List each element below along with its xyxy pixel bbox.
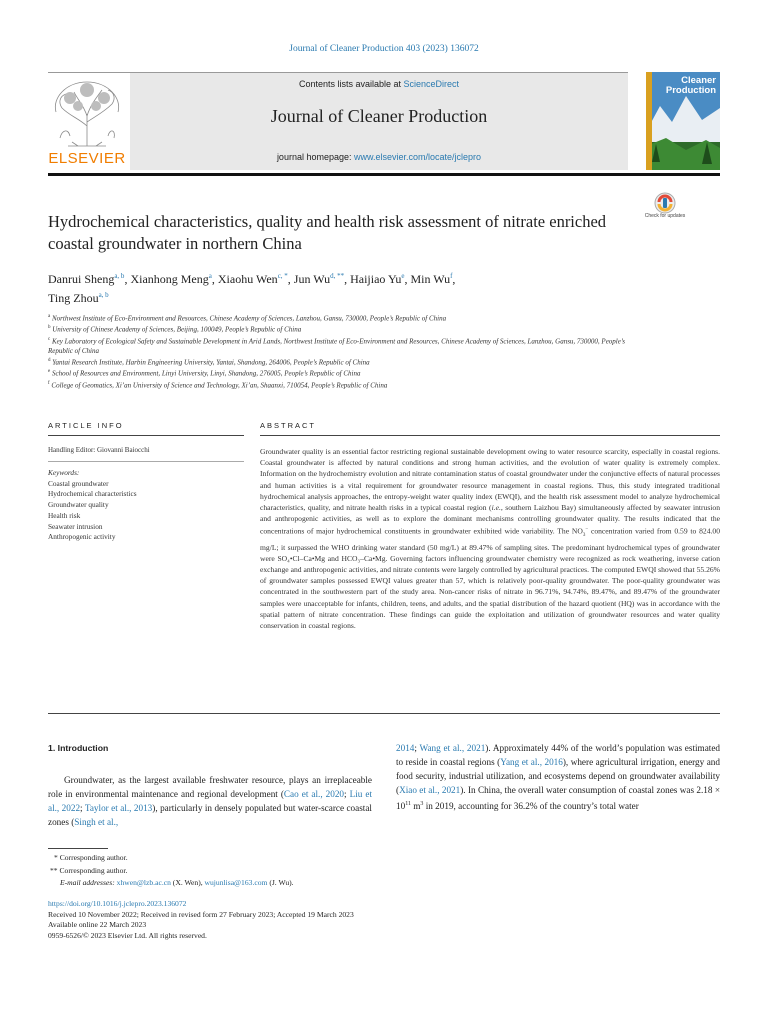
homepage-prefix: journal homepage:: [276, 152, 354, 162]
author-name[interactable]: Min Wu: [410, 272, 451, 286]
affiliation-list: [48, 312, 648, 390]
available-online: Available online 22 March 2023: [48, 920, 147, 930]
intro-paragraph: [48, 774, 372, 830]
copyright-notice: 0959-6526/© 2023 Elsevier Ltd. All rights reserved.: [48, 930, 207, 940]
keywords-label: Keywords:: [48, 468, 80, 477]
author-affiliation-marker[interactable]: e: [401, 272, 405, 280]
check-for-updates-label: Check for updates: [644, 213, 686, 219]
affiliation-text: Yantai Research Institute, Harbin Engineering University, Yantai, Shandong, 264006, People’s Republic of China: [52, 358, 370, 367]
introduction-heading: 1. Introduction: [48, 743, 109, 753]
author-affiliation-marker[interactable]: a: [208, 272, 212, 280]
affiliation-item: [48, 312, 648, 323]
article-info-heading: ARTICLE INFO: [48, 421, 124, 430]
header-bottom-rule: [48, 173, 720, 176]
contents-prefix: Contents lists available at: [298, 79, 404, 89]
ref-taylor-2013[interactable]: Taylor et al., 2013: [84, 802, 153, 813]
journal-homepage-line: [130, 152, 628, 162]
footnote-emails: [48, 877, 448, 890]
ref-separator: ;: [80, 802, 85, 813]
header-top-rule: [48, 72, 628, 73]
affiliation-marker: c: [48, 336, 51, 342]
author-affiliation-marker[interactable]: a, b: [98, 291, 109, 299]
author-name[interactable]: Danrui Sheng: [48, 272, 115, 286]
journal-cover-image[interactable]: [646, 72, 720, 170]
handling-editor-rule: [48, 461, 244, 462]
intro-right-column: [396, 742, 720, 814]
affiliation-text: Northwest Institute of Eco-Environment and Resources, Chinese Academy of Sciences, Lanzhou, Gansu, 730000, People’s Republic of China: [51, 314, 447, 323]
footnote-corresponding-1: * Corresponding author.: [54, 853, 128, 862]
email-owner: (J. Wu).: [267, 878, 294, 888]
author-affiliation-marker[interactable]: c, *: [277, 272, 288, 280]
author-affiliation-marker[interactable]: a, b: [114, 272, 125, 280]
author-affiliation-marker[interactable]: f: [450, 272, 453, 280]
elsevier-wordmark: ELSEVIER: [48, 150, 126, 167]
intro-text: ), where agricultural irrigation, energy and food security, industrial utilization, and ecosystems depend on groundwater availability (: [396, 756, 720, 795]
cover-title: [650, 76, 716, 96]
author-separator: ,: [211, 272, 218, 286]
affiliation-item: [48, 367, 648, 378]
author-name[interactable]: Xiaohu Wen: [217, 272, 278, 286]
ref-cao-2020[interactable]: Cao et al., 2020: [283, 788, 345, 799]
affiliation-item: [48, 379, 648, 390]
abstract-part3: concentration varied from 0.59 to 824.00 mg/L; it surpassed the WHO drinking water standard (50 mg/L) at 89.47% of sampling sites. The predominant hydrochemical types of groundwater were SO₄•Cl–Ca•Mg and HCO₃–Ca•Mg. Governing factors influencing groundwater chemistry were recognized as rock weathering, inverse cation exchange and anthropogenic activities, and nitrate contents were largely controlled by agricultural practices. The computed EWQI showed that 55.26% of groundwater samples possessed EWQI values greater than 57, which is relatively poor-quality groundwater. The poor-quality groundwater was concentrated in the southwestern part of the study area. Non-cancer risks of nitrate in 96.71%, 94.74%, 89.47%, and 89.47% of the groundwater samples were unacceptable for infants, children, teens, and adults, and the spatial distribution of the hazard quotient (HQ) was in accordance with the spatial pattern of nitrate concentration. These findings can guide the exploitation and utilization of groundwater resources and water quality conservation in coastal regions.: [260, 526, 721, 631]
author-name[interactable]: Haijiao Yu: [350, 272, 402, 286]
author-separator: ,: [452, 272, 456, 286]
ref-singh-2014[interactable]: 2014: [396, 743, 415, 753]
journal-citation-link[interactable]: Journal of Cleaner Production 403 (2023) 136072: [289, 44, 479, 54]
abstract-part1: Groundwater quality is an essential factor restricting regional sustainable development owing to water resource scarcity, especially in coastal regions. Coastal groundwater is affected by natural conditions and strong human activities, and the evolution of water quality is extremely complex. Information on the hydrochemistry evolution and nitrate contamination status of coastal groundwater under the conjunctive effects of natural processes and human activities is a vital requirement for groundwater resource management in coastal regions. Thus, this study integrated traditional hydrochemical analysis approaches, the entropy-weight water quality index (EWQI), and the health risk assessment model to analyze hydrochemical characteristics, quality, and nitrate health risks in a typical coastal region (: [260, 447, 720, 513]
affiliation-marker: f: [48, 380, 50, 386]
ref-xiao-2021[interactable]: Xiao et al., 2021: [399, 784, 461, 795]
keyword-item: Groundwater quality: [48, 500, 109, 510]
keyword-item: Seawater intrusion: [48, 521, 103, 531]
footnotes: [48, 852, 448, 890]
ref-liu-2022[interactable]: Liu et al., 2022: [48, 788, 372, 813]
exponent-3: 3: [420, 800, 424, 807]
ref-wang-2021[interactable]: Wang et al., 2021: [419, 743, 486, 753]
footnote-corresponding-2: ** Corresponding author.: [50, 865, 128, 875]
ref-separator: ;: [344, 788, 350, 799]
intro-left-column: [48, 742, 372, 830]
affiliation-marker: d: [48, 357, 51, 363]
affiliation-marker: b: [48, 325, 51, 331]
affiliation-text: University of Chinese Academy of Sciences, Beijing, 100049, People’s Republic of China: [52, 325, 302, 334]
ref-singh[interactable]: Singh et al.,: [74, 816, 119, 827]
cover-title-line1: Cleaner: [681, 75, 716, 86]
intro-paragraph-continued: [396, 742, 720, 814]
author-separator: ,: [287, 272, 294, 286]
author-separator: ,: [344, 272, 351, 286]
keyword-item: Anthropogenic activity: [48, 532, 116, 542]
affiliation-text: School of Resources and Environment, Linyi University, Linyi, Shandong, 276005, People’s Republic of China: [51, 369, 361, 378]
article-history: [48, 899, 548, 941]
affiliation-text: Key Laboratory of Ecological Safety and Sustainable Development in Arid Lands, Northwest Institute of Eco-Environment and Resources, Chinese Academy of Sciences, Lanzhou, Gansu, 730000, People’s Republic of China: [48, 336, 625, 355]
no3-subscript: 3: [582, 533, 586, 539]
email-link-wu[interactable]: wujunlisa@163.com: [204, 878, 268, 888]
sciencedirect-link[interactable]: ScienceDirect: [403, 79, 460, 89]
email-label: E-mail addresses:: [60, 878, 117, 888]
contents-available-line: [130, 79, 628, 89]
journal-title: Journal of Cleaner Production: [270, 106, 488, 126]
doi-link[interactable]: https://doi.org/10.1016/j.jclepro.2023.136072: [48, 899, 187, 908]
email-owner: (X. Wen),: [170, 878, 205, 888]
author-name[interactable]: Xianhong Meng: [130, 272, 209, 286]
intro-text: m: [410, 800, 421, 811]
affiliation-text: College of Geomatics, Xi’an University of Science and Technology, Xi’an, Shaanxi, 710054, People’s Republic of China: [51, 380, 388, 389]
intro-text: ), particularly in densely populated but water-scarce coastal zones (: [48, 802, 372, 827]
affiliation-item: [48, 323, 648, 334]
author-name[interactable]: Jun Wu: [293, 272, 331, 286]
author-separator: ,: [404, 272, 411, 286]
ref-separator: ;: [414, 743, 420, 753]
no3-superscript: −: [585, 527, 589, 533]
intro-text: Groundwater, as the largest available freshwater resource, plays an irreplaceable role in environmental maintenance and regional development (: [48, 774, 372, 799]
intro-text: ). In China, the overall water consumption of coastal zones was 2.18 × 10: [396, 784, 721, 811]
author-affiliation-marker[interactable]: d, **: [330, 272, 345, 280]
intro-text: in 2019, accounting for 36.2% of the country’s total water: [423, 800, 639, 811]
article-title: Hydrochemical characteristics, quality and health risk assessment of nitrate enriched coastal groundwater in northern China: [48, 212, 607, 253]
author-name[interactable]: Ting Zhou: [48, 291, 99, 305]
author-list: [48, 268, 648, 306]
author-separator: ,: [124, 272, 131, 286]
journal-homepage-link[interactable]: www.elsevier.com/locate/jclepro: [354, 152, 482, 162]
keywords-block: [48, 468, 244, 543]
abstract-heading: ABSTRACT: [260, 421, 317, 430]
article-info-rule: [48, 435, 244, 436]
exponent-11: 11: [405, 800, 411, 807]
footnote-rule: [48, 848, 108, 849]
abstract-part2: , southern Laizhou Bay) simultaneously affected by seawater intrusion and anthropogenic activities, as well as to explore the dominant mechanisms controlling groundwater quality. The results indicated that the concentrations of major hydrochemical constituents in groundwater exhibited wide variability. The NO: [260, 503, 720, 536]
abstract-ie: i.e.: [491, 503, 501, 513]
keyword-item: Coastal groundwater: [48, 478, 109, 488]
keyword-item: Hydrochemical characteristics: [48, 489, 137, 499]
keyword-item: Health risk: [48, 510, 81, 520]
affiliation-item: [48, 356, 648, 367]
abstract-rule: [260, 435, 720, 436]
cover-title-line2: Production: [665, 85, 716, 96]
ref-yang-2016[interactable]: Yang et al., 2016: [500, 756, 563, 767]
affiliation-marker: a: [48, 314, 51, 319]
affiliation-marker: e: [48, 369, 51, 375]
abstract-text: [260, 446, 720, 631]
received-dates: Received 10 November 2022; Received in revised form 27 February 2023; Accepted 19 March 2023: [48, 909, 354, 919]
abstract-bottom-rule: [48, 713, 720, 714]
check-for-updates-button[interactable]: [648, 192, 682, 230]
intro-text: ). Approximately 44% of the world’s population was estimated to reside in coastal regions (: [396, 743, 721, 767]
handling-editor: Handling Editor: Giovanni Baiocchi: [48, 446, 150, 454]
email-link-wen[interactable]: xhwen@lzb.ac.cn: [116, 878, 171, 888]
affiliation-item: [48, 335, 648, 356]
